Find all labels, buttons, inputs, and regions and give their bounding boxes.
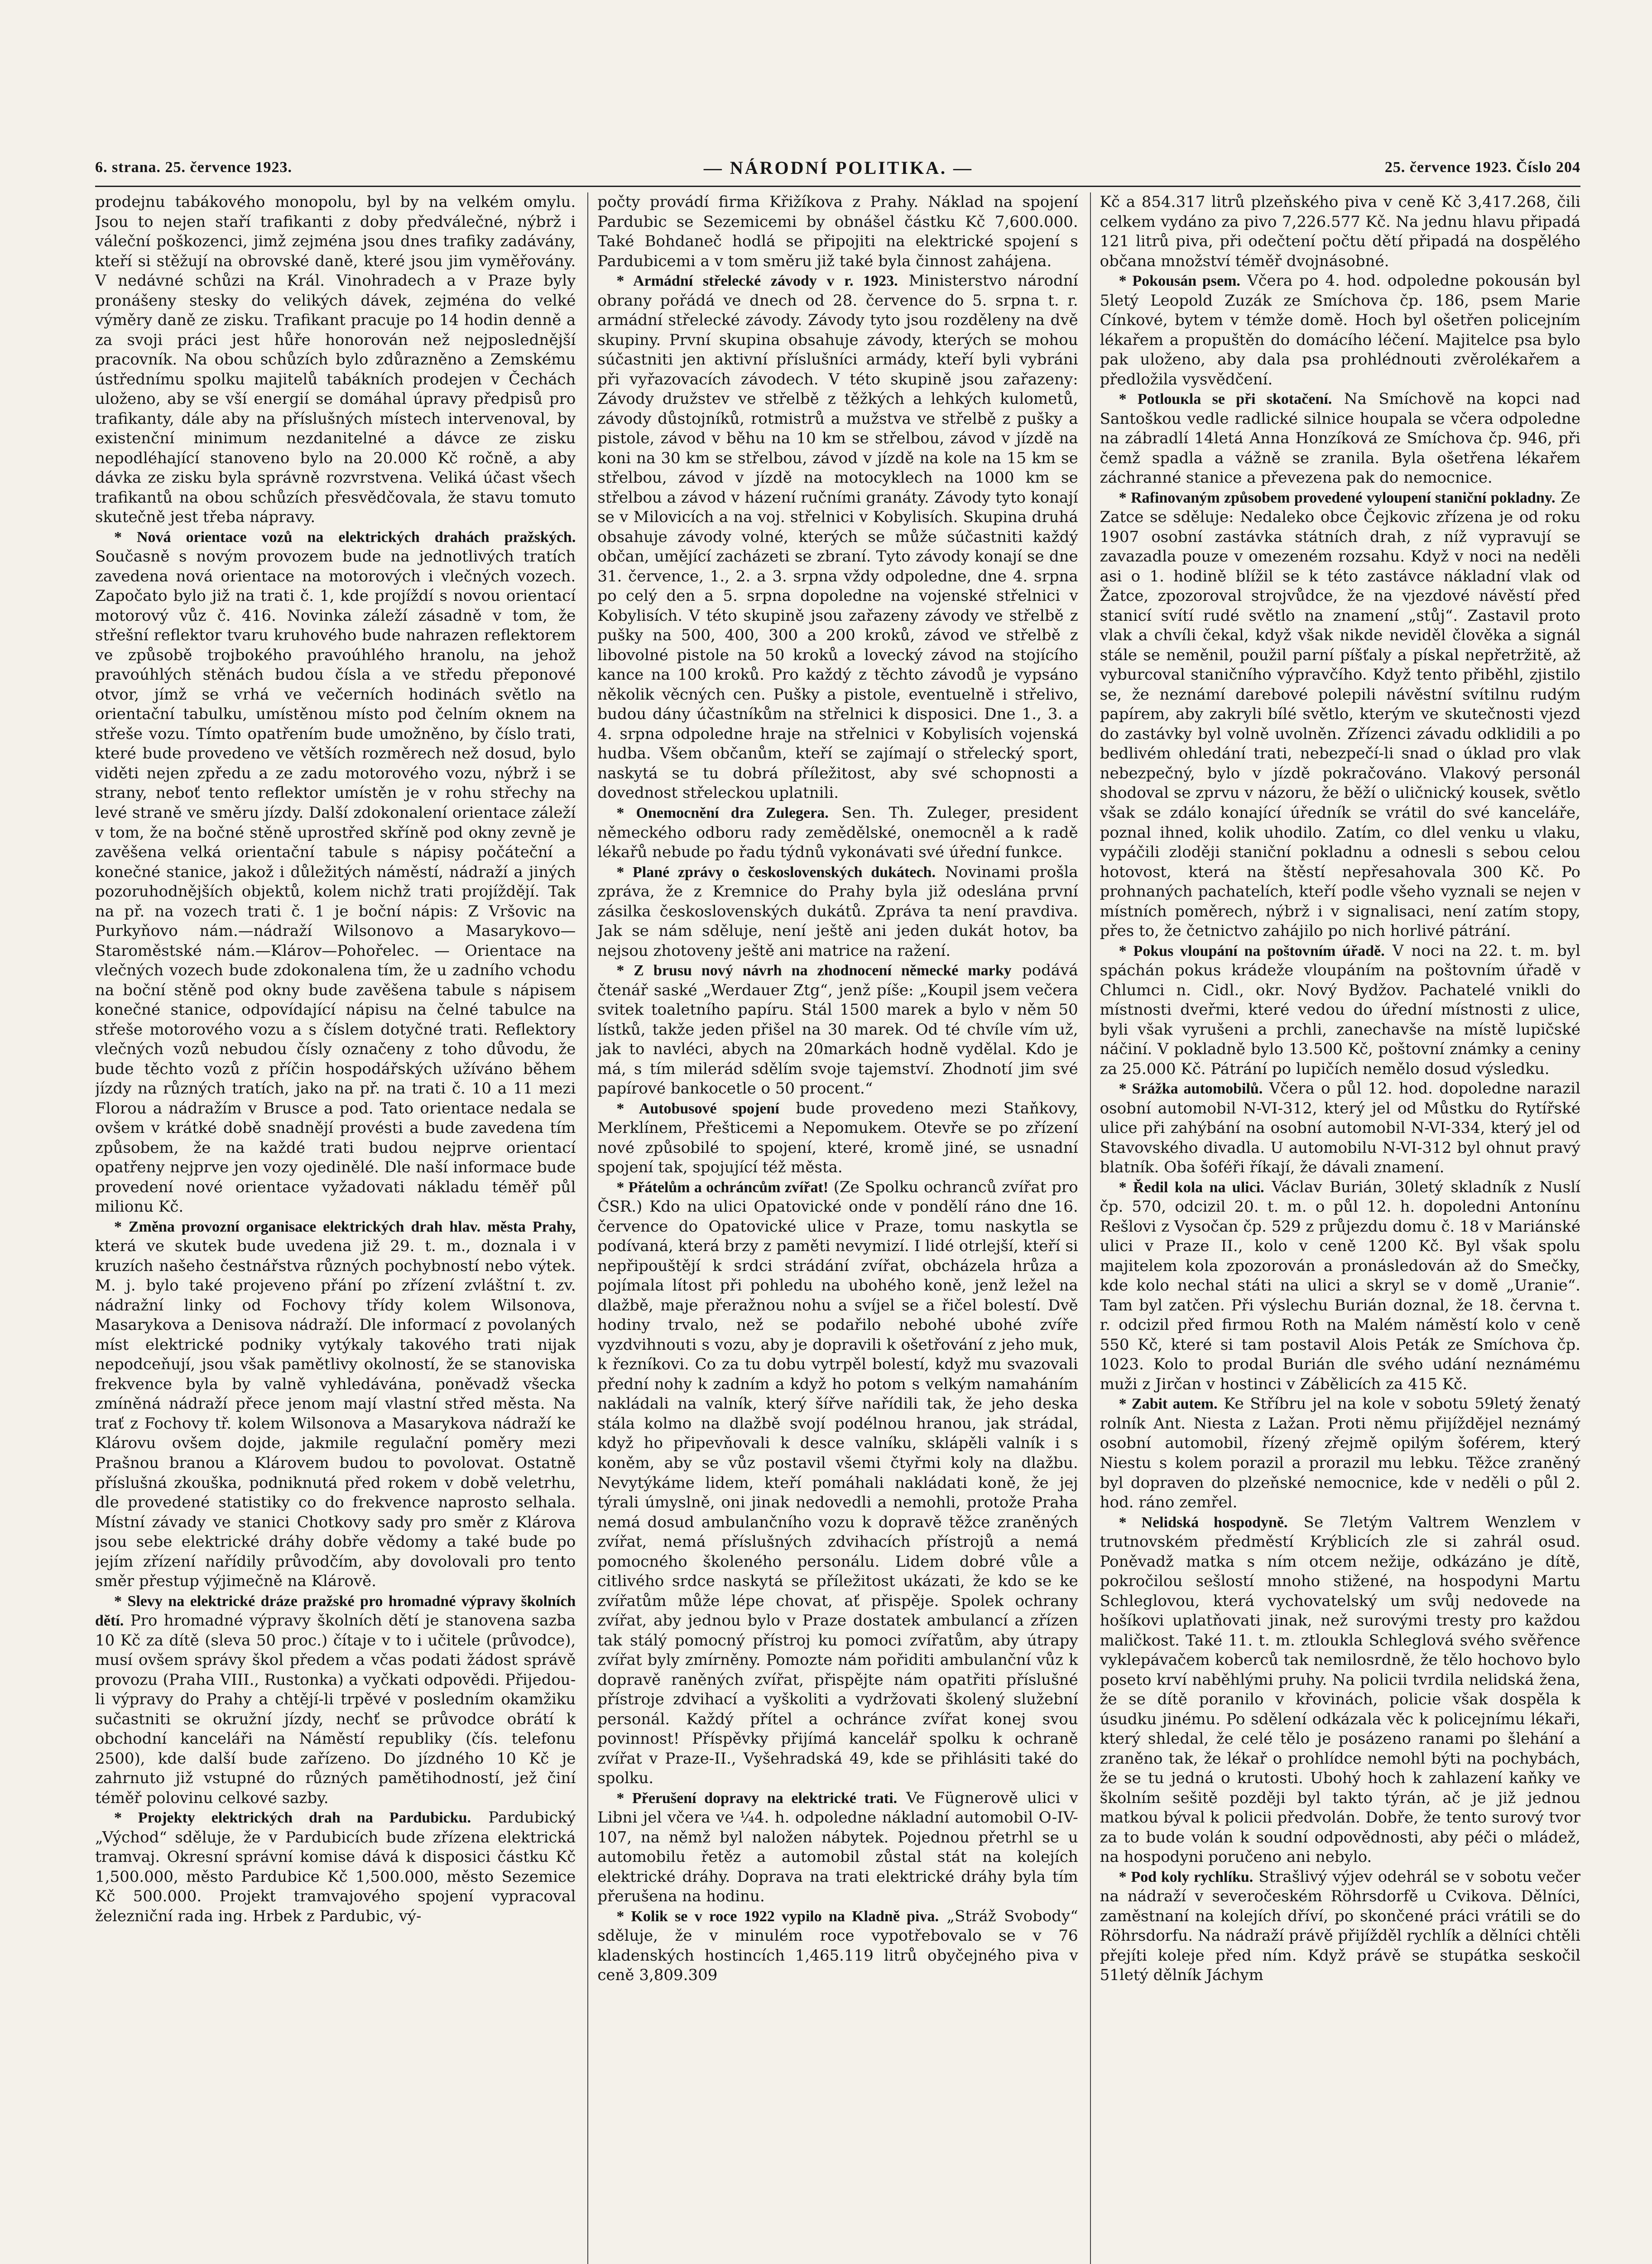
news-body: podává čtenář saské „Werdauer Ztg“, jenž píše: „Koupil jsem večera svitek toaletního papíru. Stál 1500 marek a bylo v něm 50 lístků, takže jeden přišel na 30 marek. Od té chvíle vím už, jak to navléci, abych na 20markách hodně vydělal. Kdo je má, s tím milerád sdělím svoje tajemství. Zhodnotí jim své papírové bankocetle o 50 procent.“ [597,961,1078,1098]
news-item [597,803,1078,863]
page-header [95,149,1580,186]
news-body: bude provedeno mezi Staňkovy, Merklínem, Přešticemi a Nepomukem. Otevře se po zřízení nové způsobilé to spojení, které, kromě jiné, se usnadní spojení tak, spojující též města. [597,1099,1078,1177]
news-item [597,863,1078,961]
news-body: Ke Stříbru jel na kole v sobotu 59letý ženatý rolník Ant. Niesta z Lažan. Proti němu přijíždějel neznámý osobní automobil, řízený zřejmě opilým šoférem, který Niestu s kolem porazil a prorazil mu lebku. Těžce zraněný byl dopraven do plzeňské nemocnice, kde v neděli o půl 2. hod. ráno zemřel. [1100,1395,1580,1512]
news-body: Pardubický „Východ“ sděluje, že v Pardubicích bude zřízena elektrická tramvaj. Okresní správní komise dává k disposici částku Kč 1,500.000, město Pardubice Kč 1,500.000, město Sezemice Kč 500.000. Projekt tramvajového spojení vypracoval železniční rada ing. Hrbek z Pardubic, vý- [95,1808,576,1925]
news-headline: * Z brusu nový návrh na zhodnocení německé marky [616,962,1012,979]
news-headline: * Přerušení dopravy na elektrické trati. [616,1789,898,1807]
news-item [95,192,576,528]
news-item [1100,1513,1580,1867]
news-headline: * Přátelům a ochráncům zvířat! [616,1179,829,1196]
news-body: počty provádí firma Křižíkova z Prahy. Náklad na spojení Pardubic se Sezemicemi by obnášel částku Kč 7,600.000. Také Bohdaneč hodlá se připojiti na elektrické spojení s Pardubicemi a v tom směru již také byla činnost zahájena. [597,193,1078,270]
news-body: V noci na 22. t. m. byl spáchán pokus krádeže vloupáním na poštovním úřadě v Chlumci n. Cidl., okr. Nový Bydžov. Pachatelé vnikli do místnosti dveřmi, které vedou do úřední místnosti z ulice, byli však vyrušeni a prchli, zanechavše na místě lupičské náčiní. V pokladně bylo 13.500 Kč, poštovní známky a ceniny za 25.000 Kč. Pátrání po lupičích nemělo dosud výsledku. [1100,941,1580,1078]
news-headline: * Ředil kola na ulici. [1119,1179,1264,1196]
news-item [597,961,1078,1099]
news-headline: * Nelidská hospodyně. [1119,1514,1288,1531]
news-item [597,1178,1078,1789]
news-item [95,528,576,1217]
news-body: která ve skutek bude uvedena již 29. t. m., doznala i v kruzích našeho čestnářstva různých pochybností nebo výtek. M. j. bylo také projeveno přání po zřízení zvláštní t. zv. nádražní linky od Fochovy třídy kolem Wilsonova, Masarykova a Denisova nádraží. Dle informací z povolaných míst elektrické podniky vytýkaly takového trati nijak nepodceňují, jsou však pamětlivy okolností, že se stanoviska frekvence byla by valně vyhledávána, poněvadž všecka zmíněná nádraží přece jenom mají vlastní střed města. Na trať z Fochovy tř. kolem Wilsonova a Masarykova nádraží ke Klárovu ovšem dojde, jakmile regulační poměry mezi Prašnou branou a Klárovem budou to povolovat. Ostatně příslušná zkouška, podniknutá před rokem v době veletrhu, dle provedené statistiky co do frekvence naprosto selhala. Místní závady ve stanici Chotkovy sady pro směr z Klárova jsou sebe elektrické dráhy dobře vědomy a také bude po jejím zřízení nařídily průvodčím, aby dovolovali pro tento směr přestup výjimečně na Klárově. [95,1237,576,1591]
news-body: Na Smíchově na kopci nad Santoškou vedle radlické silnice houpala se včera odpoledne na zábradlí 14letá Anna Honzíková ze Smíchova čp. 946, při čemž spadla a vážně se zranila. Byla ošetřena lékařem záchranné stanice a převezena pak do nemocnice. [1100,390,1580,487]
header-divider [95,186,1580,187]
news-item [597,1099,1078,1178]
news-body: Pro hromadné výpravy školních dětí je stanovena sazba 10 Kč za dítě (sleva 50 proc.) čítaje v to i učitele (průvodce), musí ovšem správy škol předem a včas podati žádost správě provozu (Praha VIII., Rustonka) a vyčkati odpovědi. Přijedou-li výpravy do Prahy a chtějí-li trpěvé v posledním okamžiku sučastniti se okružní jízdy, nechť se průvodce obrátí k obchodní kanceláři na Náměstí republiky (čís. telefonu 2500), kde další bude zařízeno. Do jízdného 10 Kč je zahrnuto již vstupné do různých pamětihodností, jež činí téměř polovinu celkové sazby. [95,1612,576,1807]
news-item [95,1592,576,1808]
news-body: Ve Fügnerově ulici v Libni jel včera ve ¼4. h. odpoledne nákladní automobil O-IV-107, na němž byl naložen nábytek. Pojednou přetrhl se u automobilu řetěz a automobil zůstal stát na kolejích elektrické dráhy. Doprava na trati elektrické dráhy byla tím přerušena na hodinu. [597,1789,1078,1906]
news-body: Současně s novým provozem bude na jednotlivých tratích zavedena nová orientace na motorových i vlečných vozech. Započato bylo již na trati č. 1, kde projíždí s novou orientací motorový vůz č. 416. Novinka záleží zásadně v tom, že střešní reflektor tvaru kruhového bude nahrazen reflektorem ve způsobě trojbokého pravoúhlého hranolu, na jehož pravoúhlých stěnách budou čísla a ve středu přeponové otvor, jímž se vrhá ve večerních hodinách světlo na orientační tabulku, umístěnou místo pod čelním oknem na střeše vozu. Tímto opatřením bude umožněno, by číslo trati, které bude provedeno ve větších rozměrech než dosud, bylo viděti nejen zpředu a ze zadu motorového vozu, nýbrž i se strany, neboť tento reflektor umístěn je v rohu střechy na levé straně ve směru jízdy. Další zdokonalení orientace záleží v tom, že na bočné stěně uprostřed skříně pod okny zevně je zavěšena velká orientační tabule s nápisy počáteční a konečné stanice, jakož i důležitých náměstí, nádraží a jiných pozoruhodnějších objektů, kolem nichž trati projíždějí. Tak na př. na vozech trati č. 1 je boční nápis: Z Vršovic na Purkyňovo nám.—nádraží Wilsonovo a Masarykovo—Staroměstské nám.—Klárov—Pohořelec. — Orientace na vlečných vozech bude zdokonalena tím, že u zadního vchodu na boční stěně pod okny bude zavěšena tabule s nápisem konečné stanice, odpovídající nápisu na čelné tabulce na střeše motorového vozu a s číslem dotyčné trati. Reflektory vlečných vozů nebudou čísly označeny z toho důvodu, že bude těchto vozů z příčin hospodářských užíváno během jízdy na různých tratích, jako na př. na trati č. 10 a 11 mezi Florou a nádražím v Brusce a pod. Tato orientace nedala se ovšem v krátké době snadnějí provésti a bude zavedena tím způsobem, že na každé trati budou nejprve orientací opatřeny nejprve jen vozy ojedinělé. Dle naší informace bude provedení nové orientace vyžadovati nákladu téměř půl milionu Kč. [95,547,576,1216]
news-item [1100,192,1580,271]
news-item [1100,1178,1580,1395]
news-body: Kč a 854.317 litrů plzeňského piva v ceně Kč 3,417.268, čili celkem vydáno za pivo 7,226.577 Kč. Na jednu hlavu připadá 121 litrů piva, při odečtení počtu dětí připadá na dospělého občana množství téměř dvojnásobné. [1100,193,1580,270]
news-headline: * Autobusové spojení [616,1100,779,1117]
news-body: Včera po 4. hod. odpoledne pokousán byl 5letý Leopold Zuzák ze Smíchova čp. 186, psem Marie Cínkové, bytem v témže domě. Hoch byl ošetřen policejním lékařem a propuštěn do domácího léčení. Majitelce psa bylo pak uloženo, aby dala psa prohlédnouti zvěrolékařem a předložila vysvědčení. [1100,272,1580,389]
news-headline: * Slevy na elektrické dráze pražské pro hromadné výpravy školních dětí. [95,1592,576,1630]
news-body: „Stráž Svobody“ sděluje, že v minulém roce vypotřebovalo se v 76 kladenských hostincích 1,465.119 litrů obyčejného piva v ceně 3,809.309 [597,1907,1078,1985]
column-3 [1090,192,1580,2264]
header-left: 6. strana. 25. července 1923. [95,159,293,176]
news-headline: * Pokus vloupání na poštovním úřadě. [1119,942,1385,959]
news-item [1100,271,1580,389]
news-headline: * Zabit autem. [1119,1396,1218,1413]
news-body: Ze Zatce se sděluje: Nedaleko obce Čejkovic zřízena je od roku 1907 osobní zastávka státních drah, z níž vypravují se zavazadla pouze v omezeném rozsahu. Když v noci na neděli asi o 1. hodině blížil se k této zastávce nákladní vlak od Žatce, zpozoroval strojvůdce, že na vjezdové návěstí před stanicí svítí rudé světlo na znamení „stůj“. Zastavil proto vlak a chvíli čekal, když však nikde neviděl člověka a signál stále se neměnil, použil parní píšťaly a pískal nepřetržitě, až vyburcoval staničního výpravčího. Když tento přiběhl, zjistilo se, že neznámí darebové polepili návěstní svítilnu rudým papírem, aby zakryli bílé světlo, kterým ve skutečnosti vjezd do zastávky byl volně uvolněn. Zřízenci závadu odklidili a po bedlivém ohledání trati, nebezpečí-li snad o úklad pro vlak nebezpečný, bylo v jízdě pokračováno. Vlakový personál shodoval se zprvu v názoru, že běží o uličnický kousek, světlo však se zdálo konající úředník se vrátil do své kanceláře, poznal ihned, kolik uhodilo. Zatím, co dlel venku u vlaku, vypáčili zloději staniční pokladnu a odnesli s sebou celou hotovost, která na štěstí nepřesahovala 300 Kč. Po prohnaných pachatelích, kteří podle všeho vyznali se nejen v místních poměrech, nýbrž i v signalisaci, není zatím stopy, přes to, že četnictvo zahájilo po nich horlivé pátrání. [1100,488,1580,940]
news-headline: * Projekty elektrických drah na Pardubicku. [114,1809,471,1827]
news-headline: * Nová orientace vozů na elektrických drahách pražských. [114,528,576,546]
news-headline: * Rafinovaným způsobem provedené vyloupení staniční pokladny. [1119,489,1556,506]
news-item [95,1808,576,1926]
news-body: Strašlivý výjev odehrál se v sobotu večer na nádraží v severočeském Röhrsdorfě u Cvikova. Dělníci, zaměstnaní na kolejích dříví, po skončené práci vrátili se do Röhrsdorfu. Na nádraží právě přijížděl rychlík a dělníci chtěli přejíti koleje před ním. Když právě se stupátka sesko​čil 51letý dělník Jáchym [1100,1867,1580,1985]
news-headline: * Kolik se v roce 1922 vypilo na Kladně piva. [616,1908,939,1925]
news-body: Novinami prošla zpráva, že z Kremnice do Prahy byla již odeslána první zásilka československých dukátů. Zpráva ta není pravdiva. Jak se nám sděluje, není ještě ani jeden dukát hotov, ba nejsou zhotoveny ještě ani matrice na ražení. [597,863,1078,960]
news-body: Se 7letým Valtrem Wenzlem v trutnovském předměstí Krýblicích zle si zahrál osud. Poněvadž matka s ním otcem nežije, odkázáno je dítě, pokročilou sešlostí mnoho stižené, na hospodyni Martu Schleglovou, která vychovatelský um svůj nedovede na hošíkovi uplatňovati jinak, než surovými tresty pro každou maličkost. Také 11. t. m. ztloukla Schleglová svého svěřence vyklepávačem koberců tak nemilosrdně, že tělo hochovo bylo posetо krví naběhlými pruhy. Na policii tvrdila nelidská žena, že se dítě poranilo v křovinách, policie však dospěla k úsudku jinému. Po sdělení odkázala věc k policejnímu lékaři, který shledal, že celé tělo je posázeno ranami po šlehání a zraněno tak, že lékař o prohlídce nemohl býti na pochybách, že se tu jedná o krutosti. Ubohý hoch k zahlazení kaňky ve školním sešitě později byl takto týrán, ač je již jednou matkou býval k policii předvolán. Dobře, že tento surový tvor za to bude volán k soudní odpovědnosti, aby péči o mládež, na hospodyni poručeno ani nebylo. [1100,1513,1580,1866]
news-body: Ministerstvo národní obrany pořádá ve dnech od 28. července do 5. srpna t. r. armádní střelecké závody. Závody tyto jsou rozděleny na dvě skupiny. První skupina obsahuje závody, kterých se mohou súčastniti jen aktivní příslušníci armády, kteří byli vybráni při vyřazovacích závodech. V této skupině jsou zařazeny: Závody družstev ve střelbě z těžkých a lehkých kulometů, závody důstojníků, rotmistrů a mužstva ve střelbě z pušky a pistole, závod v běhu na 10 km se střelbou, závod v jízdě na koni na 30 km se střelbou, závod v jízdě na kole na 15 km se střelbou, závod v jízdě na motocyklech na 1000 km se střelbou a závod v házení ručními granáty. Závody tyto konají se v Milovicích a na voj. střelnici v Kobylisích. Skupina druhá obsahuje závody volné, kterých se může súčastniti každý občan, umějící zacházeti se zbraní. Tyto závody konají se dne 31. července, 1., 2. a 3. srpna vždy odpoledne, dne 4. srpna po celý den a 5. srpna dopoledne na vojenské střelnici v Kobylisích. V této skupině jsou zařazeny závody ve střelbě z pušky na 500, 400, 300 a 200 kroků, závod ve střelbě z libovolné pistole na 50 kroků a lovecký závod na stojícího kance na 100 kroků. Pro každý z těchto závodů je vypsáno několik věcných cen. Pušky a pistole, eventuelně i střelivo, budou dány účastníkům na střelnici k disposici. Dne 1., 3. a 4. srpna odpoledne hraje na střelnici v Kobylisích vojenská hudba. Všem občanům, kteří se zajímají o střelecký sport, naskytá se tu dobrá příležitost, aby své schopnosti a dovednost střeleckou uplatnili. [597,272,1078,802]
news-item [1100,1394,1580,1512]
news-item [1100,941,1580,1079]
news-item [1100,389,1580,488]
column-1 [95,192,576,2264]
news-headline: * Onemocnění dra Zulegera. [616,804,829,821]
news-item [597,192,1078,271]
news-item [597,271,1078,803]
header-right: 25. července 1923. Číslo 204 [1384,159,1580,176]
news-item [1100,1079,1580,1178]
news-headline: * Potlouкla se při skotačení. [1119,391,1332,408]
news-item [1100,1867,1580,1986]
article-columns [95,192,1580,2264]
news-body: prodejnu tabákového monopolu, byl by na velkém omylu. Jsou to nejen staří trafikanti z doby předválečné, nýbrž i váleční poškozenci, jimž zejména jsou dnes trafiky zadávány, kteří si stěžují na obrovské daně, které jsou jim vyměřovány. V nedávné schůzi na Král. Vinohradech a v Praze byly pronášeny stesky do velikých dávek, zejména do velké výměry daně ze zisku. Trafikant pracuje po 14 hodin denně a za svoji práci jest hůře honorován než nejposlednější pracovník. Na obou schůzích bylo zdůrazněno a Zemskému ústřednímu spolku majitelů tabákních prodejen v Čechách uloženo, aby se vší energií se domáhal úpravy předpisů pro trafikanty, dále aby na příslušných místech intervenoval, by existenční minimum nezdanitelné a dávce ze zisku nepodléhající stanoveno bylo na 20.000 Kč ročně, a aby dávka ze zisku byla správně rozvrstvena. Veliká účast všech trafikantů na obou schůzích přesvědčovala, že stavu tomuto skutečně jest třeba nápravy. [95,193,576,527]
news-headline: * Pod koly rychlíku. [1119,1868,1253,1885]
news-headline: * Plané zprávy o československých dukátech. [616,863,936,881]
news-body: Včera o půl 12. hod. dopoledne narazil osobní automobil N-VI-312, který jel od Můstku do Rytířské ulice při zahýbání na osobní automobil N-VI-334, který jel od Stavovského divadla. U automobilu N-VI-312 byl ohnut pravý blatník. Oba šoféři říkají, že dávali znamení. [1100,1079,1580,1177]
column-2 [587,192,1078,2264]
news-item [597,1789,1078,1907]
news-item [597,1907,1078,1986]
news-body: Sen. Th. Zuleger, president německého odboru rady zemědělské, onemocněl a k radě lékařů nebude po řadu týdnů vykonávati své úřední funkce. [597,803,1078,862]
news-headline: * Pokousán psem. [1119,273,1240,290]
news-headline: * Změna provozní organisace elektrických drah hlav. města Prahy, [114,1218,576,1235]
news-item [1100,488,1580,941]
news-body: Václav Burián, 30letý skladník z Nuslí čp. 570, odcizil 20. t. m. o půl 12. h. dopoledni Antonínu Rešlovi z Vysočan čp. 529 z průjezdu domu č. 18 v Mariánské ulici v Praze II., kolo v ceně 1200 Kč. Byl však spolu majitelem kola zpozorován a pronásledován až do Smečky, kde kolo nechal státi na ulici a skryl se v domě „Uranie“. Tam byl zatčen. Při výslechu Burián doznal, že 18. června t. r. odcizil před firmou Roth na Malém náměstí kolo v ceně 550 Kč, které si tam postavil Alois Peták ze Smíchova čp. 1023. Kolo to prodal Burián dle svého udání neznámému muži z Jirčan v hostinci v Zábělicích za 415 Kč. [1100,1178,1580,1393]
news-item [95,1217,576,1592]
news-headline: * Armádní střelecké závody v r. 1923. [616,273,898,290]
news-body: (Ze Spolku ochranců zvířat pro ČSR.) Kdo na ulici Opatovické onde v pondělí ráno dne 16. července do Opatovické ulice v Praze, tomu naskytla se podívaná, která brzy z paměti nevymizí. I lidé otrlejší, kteří si nepřipouštějí k srdci strádání zvířat, obcházela hrůza a pojímala lítost při pohledu na ubohého koně, jenž ležel na dlažbě, maje přeražnou nohu a svíjel se a řičel bolestí. Dvě hodiny trvalo, než se podařilo nebohé ubohé zvíře vyzdvihnouti s vozu, aby je dopravili k ošetřování z jeho muk, k řezníkovi. Co za tu dobu vytrpěl bolestí, když mu svazovali přední nohy k zadním a když ho potom s velkým namaháním nakládali na valník, který šířve nařídili tak, že jeho deska stála kolmo na dlažbě svojí podélnou hranou, jak strádal, když ho připevňovali k desce valníku, sklápěli valník i s koněm, aby se vůz postavil všemi čtyřmi koly na dlažbu. Nevytýkáme lidem, kteří pomáhali nakládati koně, že jej týrali úmyslně, oni jinak nedovedli a nemohli, protože Praha nemá dosud ambulančního vozu k dopravě těžce zraněných zvířat, nemá příslušných zdvihacích přístrojů a nemá pomocného školeného personálu. Lidem dobré vůle a citlivého srdce naskytá se příležitost ukázati, že kdo se ke zvířatům může lépe chovat, ať přispěje. Spolek ochrany zvířat, aby jednou bylo v Praze dostatek ambulancí a zřízen tak stálý pomocný přístroj ku pomoci zvířatům, aby útrapy zvířat byly zmírněny. Pomozte nám pořiditi ambulanční vůz k dopravě raněných zvířat, přispějte nám opatřiti příslušné přístroje zdvihací a vyškoliti a vydržovati školený služební personál. Každý přítel a ochránce zvířat konej svou povinnost! Příspěvky přijímá kancelář spolku k ochraně zvířat v Praze-II., Vyšehradská 49, kde se přihlásiti také do spolku. [597,1178,1078,1788]
masthead-title: — NÁRODNÍ POLITIKA. — [703,157,974,178]
news-headline: * Srážka automobilů. [1119,1080,1263,1098]
